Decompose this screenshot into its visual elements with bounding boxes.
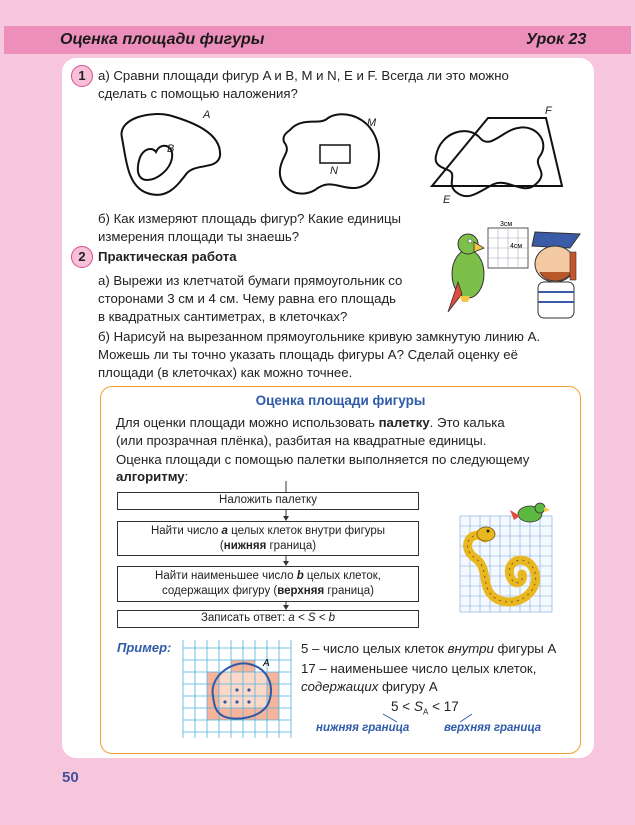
- info-p1-line1: Для оценки площади можно использовать палетку. Это калька: [116, 415, 505, 430]
- info-p2-line2: алгоритму:: [116, 469, 189, 484]
- info-box-title: Оценка площади фигуры: [255, 393, 426, 408]
- example-line3: содержащих фигуру A: [301, 679, 438, 694]
- task2-title: Практическая работа: [98, 249, 237, 264]
- flow-step-2: Найти число a целых клеток внутри фигуры (нижняя граница): [117, 521, 419, 556]
- label-e: E: [443, 194, 451, 206]
- inequality: $5 < S_A < 17$: [391, 699, 459, 717]
- label-3cm: 3см: [500, 221, 513, 228]
- info-p2-line1: Оценка площади с помощью палетки выполняется по следующему: [116, 452, 530, 467]
- example-line2: 17 – наименьшее число целых клеток,: [301, 661, 537, 676]
- label-n: N: [330, 165, 338, 177]
- task-number-2: 2: [71, 246, 93, 268]
- info-p1-line2: (или прозрачная плёнка), разбитая на квадратные единицы.: [116, 433, 487, 448]
- example-label: Пример:: [117, 640, 172, 655]
- task1-b-line2: измерения площади ты знаешь?: [98, 229, 300, 244]
- example-line1: 5 – число целых клеток внутри фигуры A: [301, 641, 557, 656]
- lesson-label: Урок 23: [526, 31, 587, 48]
- task1-b-line1: б) Как измеряют площадь фигур? Какие единицы: [98, 211, 401, 226]
- task2-b-line1: б) Нарисуй на вырезанном прямоугольнике кривую замкнутую линию A.: [98, 329, 541, 344]
- flow-step-4: Записать ответ: a < S < b: [117, 610, 419, 628]
- flow-step-3: Найти наименьшее число b целых клеток, содержащих фигуру (верхняя граница): [117, 566, 419, 602]
- flow-step-1: Наложить палетку: [117, 492, 419, 510]
- task2-b-line2: Можешь ли ты точно указать площадь фигуры A? Сделай оценку её: [98, 347, 518, 362]
- task2-a-line3: в квадратных сантиметрах, в клеточках?: [98, 309, 348, 324]
- lower-bound-label: нижняя граница: [316, 722, 410, 734]
- task1-a-line1: а) Сравни площади фигур A и B, M и N, E и F. Всегда ли это можно: [98, 68, 509, 83]
- label-f: F: [545, 105, 552, 117]
- page-number: 50: [62, 769, 79, 786]
- example-fig-label: A: [263, 658, 270, 669]
- label-b: B: [167, 143, 175, 155]
- upper-bound-label: верхняя граница: [444, 722, 542, 734]
- task-number-1: 1: [71, 65, 93, 87]
- label-m: M: [367, 117, 377, 129]
- page-title: Оценка площади фигуры: [60, 31, 265, 48]
- task2-b-line3: площади (в клеточках) как можно точнее.: [98, 365, 353, 380]
- label-a: A: [203, 109, 211, 121]
- task1-a-line2: сделать с помощью наложения?: [98, 86, 298, 101]
- label-4cm: 4см: [510, 243, 523, 250]
- task2-a-line1: а) Вырежи из клетчатой бумаги прямоугольник со: [98, 273, 403, 288]
- task2-a-line2: сторонами 3 см и 4 см. Чему равна его площадь: [98, 291, 397, 306]
